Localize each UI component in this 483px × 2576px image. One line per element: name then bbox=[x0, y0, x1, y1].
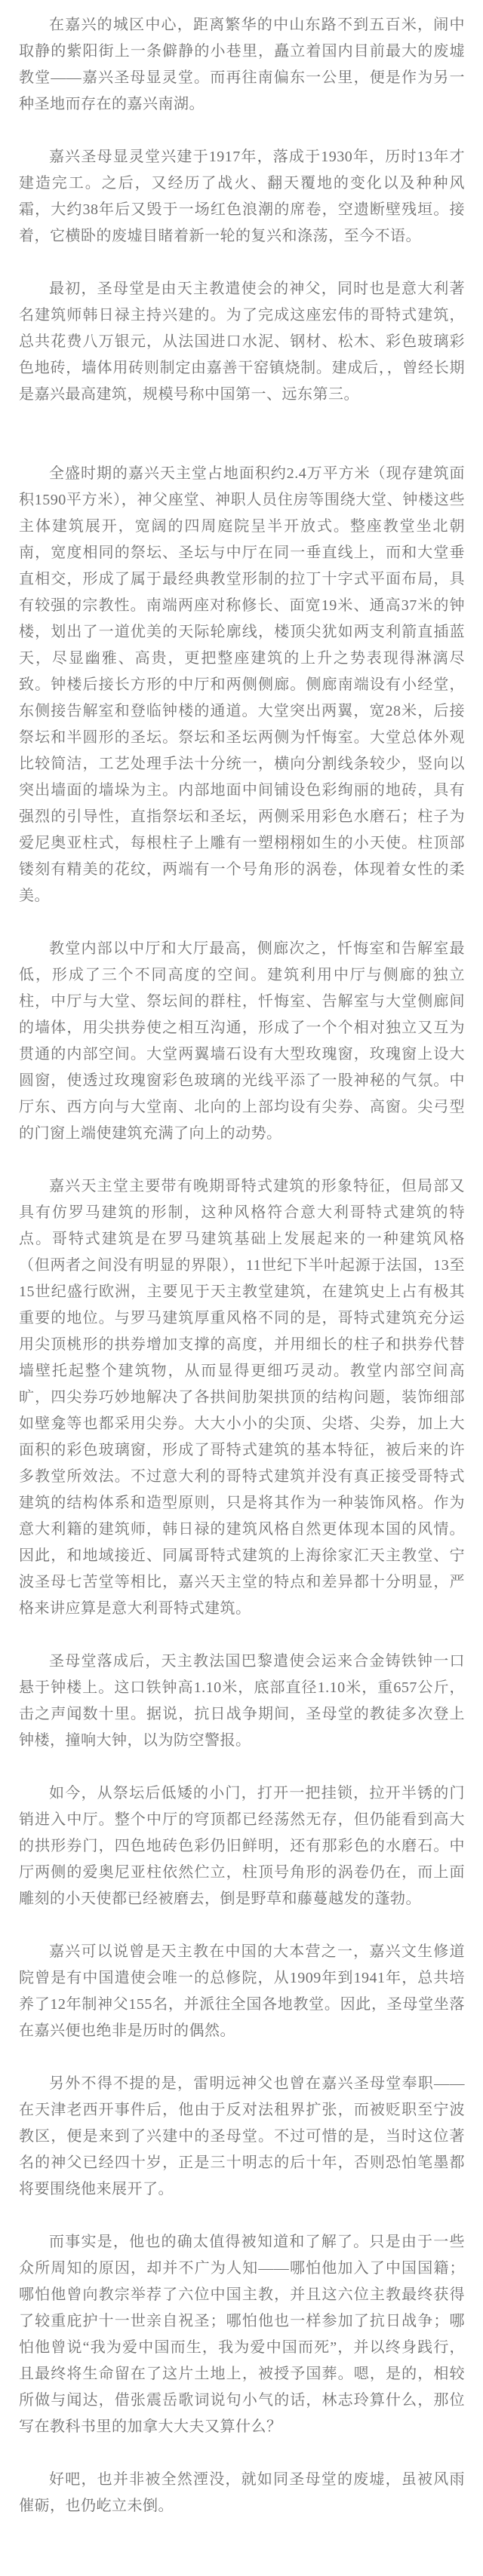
paragraph-gap bbox=[19, 434, 465, 461]
paragraph: 另外不得不提的是，雷明远神父也曾在嘉兴圣母堂奉职——在天津老西开事件后，他由于反对法租界扩张，而被贬职至宁波教区，便是来到了兴建中的圣母堂。不过可惜的是，当时这位著名的神父已经四十岁，正是三十明志的后十年，否则恐怕笔墨都将要围绕他来展开了。 bbox=[19, 2075, 465, 2197]
paragraph: 嘉兴圣母显灵堂兴建于1917年，落成于1930年，历时13年才建造完工。之后，又经历了战火、翻天覆地的变化以及种种风霜，大约38年后又毁于一场红色浪潮的席卷，空遗断壁残垣。接着，它横卧的废墟目睹着新一轮的复兴和涤荡，至今不语。 bbox=[19, 149, 465, 244]
paragraph: 而事实是，他也的确太值得被知道和了解了。只是由于一些众所周知的原因，却并不广为人知——哪怕他加入了中国国籍；哪怕他曾向教宗举荐了六位中国主教，并且这六位主教最终获得了较重庇护十一世亲自祝圣；哪怕他也一样参加了抗日战争；哪怕他曾说“我为爱中国而生，我为爱中国而死”，并以终身践行，且最终将生命留在了这片土地上，被授予国葬。嗯，是的，相较所做与闻达，借张震岳歌词说句小气的话，林志玲算什么，那位写在教科书里的加拿大大夫又算什么？ bbox=[19, 2234, 465, 2435]
paragraph: 最初，圣母堂是由天主教遣使会的神父，同时也是意大利著名建筑师韩日禄主持兴建的。为了完成这座宏伟的哥特式建筑，总共花费八万银元，从法国进口水泥、钢材、松木、彩色玻璃彩色地砖，墙体用砖则制定由嘉善干窑镇烧制。建成后，，曾经长期是嘉兴最高建筑，规模号称中国第一、远东第三。 bbox=[19, 281, 465, 403]
paragraph: 如今，从祭坛后低矮的小门，打开一把挂锁，拉开半锈的门销进入中厅。整个中厅的穹顶都已经荡然无存，但仍能看到高大的拱形券门，四色地砖色彩仍旧鲜明，还有那彩色的水磨石。中厅两侧的爱奥尼亚柱依然伫立，柱顶号角形的涡卷仍在，而上面雕刻的小天使都已经被磨去，倒是野草和藤蔓越发的蓬勃。 bbox=[19, 1785, 465, 1907]
document-body bbox=[19, 12, 465, 2519]
paragraph: 好吧，也并非被全然湮没，就如同圣母堂的废墟，虽被风雨催砺，也仍屹立未倒。 bbox=[19, 2471, 465, 2514]
paragraph: 圣母堂落成后，天主教法国巴黎遣使会运来合金铸铁钟一口悬于钟楼上。这口铁钟高1.10米，底部直径1.10米，重657公斤，击之声闻数十里。据说，抗日战争期间，圣母堂的教徒多次登上钟楼，撞响大钟，以为防空警报。 bbox=[19, 1653, 465, 1749]
paragraph: 在嘉兴的城区中心，距离繁华的中山东路不到五百米，闹中取静的紫阳街上一条僻静的小巷里，矗立着国内目前最大的废墟教堂——嘉兴圣母显灵堂。而再往南偏东一公里，便是作为另一种圣地而存在的嘉兴南湖。 bbox=[19, 17, 465, 112]
paragraph: 教堂内部以中厅和大厅最高，侧廊次之，忏悔室和告解室最低，形成了三个不同高度的空间。建筑利用中厅与侧廊的独立柱，中厅与大堂、祭坛间的群柱，忏悔室、告解室与大堂侧廊间的墙体，用尖拱券使之相互沟通，形成了一个个相对独立又互为贯通的内部空间。大堂两翼墙石设有大型玫瑰窗，玫瑰窗上设大圆窗，使透过玫瑰窗彩色玻璃的光线平添了一股神秘的气氛。中厅东、西方向与大堂南、北向的上部均设有尖券、高窗。尖弓型的门窗上端使建筑充满了向上的动势。 bbox=[19, 940, 465, 1142]
paragraph: 全盛时期的嘉兴天主堂占地面积约2.4万平方米（现存建筑面积1590平方米），神父座堂、神职人员住房等围绕大堂、钟楼这些主体建筑展开，宽阔的四周庭院呈半开放式。整座教堂坐北朝南，宽度相同的祭坛、圣坛与中厅在同一垂直线上，而和大堂垂直相交，形成了属于最经典教堂形制的拉丁十字式平面布局，具有较强的宗教性。南端两座对称修长、面宽19米、通高37米的钟楼，划出了一道优美的天际轮廓线，楼顶尖犹如两支利箭直插蓝天，尽显幽雅、高贵，更把整座建筑的上升之势表现得淋漓尽致。钟楼后接长方形的中厅和两侧侧廊。侧廊南端设有小经堂，东侧接告解室和登临钟楼的通道。大堂突出两翼，宽28米，后接祭坛和半圆形的圣坛。祭坛和圣坛两侧为忏悔室。大堂总体外观比较简洁，工艺处理手法十分统一，横向分割线条较少，竖向以突出墙面的墙垛为主。内部地面中间铺设色彩绚丽的地砖，具有强烈的引导性，直指祭坛和圣坛，两侧采用彩色水磨石；柱子为爱尼奥亚柱式，每根柱子上雕有一塑栩栩如生的小天使。柱顶部镂刻有精美的花纹，两端有一个号角形的涡卷，体现着女性的柔美。 bbox=[19, 465, 465, 904]
paragraph: 嘉兴天主堂主要带有晚期哥特式建筑的形象特征，但局部又具有仿罗马建筑的形制，这种风格符合意大利哥特式建筑的特点。哥特式建筑是在罗马建筑基础上发展起来的一种建筑风格（但两者之间没有明显的界限），11世纪下半叶起源于法国，13至15世纪盛行欧洲，主要见于天主教堂建筑，在建筑史上占有极其重要的地位。与罗马建筑厚重风格不同的是，哥特式建筑充分运用尖顶桃形的拱券增加支撑的高度，并用细长的柱子和拱券代替墙壁托起整个建筑物，从而显得更细巧灵动。教堂内部空间高旷，四尖券巧妙地解决了各拱间肋架拱顶的结构问题，装饰细部如壁龛等也都采用尖券。大大小小的尖顶、尖塔、尖券，加上大面积的彩色玻璃窗，形成了哥特式建筑的基本特征，被后来的许多教堂所效法。不过意大利的哥特式建筑并没有真正接受哥特式建筑的结构体系和造型原则，只是将其作为一种装饰风格。作为意大利籍的建筑师，韩日禄的建筑风格自然更体现本国的风情。因此，和地域接近、同属哥特式建筑的上海徐家汇天主教堂、宁波圣母七苦堂等相比，嘉兴天主堂的特点和差异都十分明显，严格来讲应算是意大利哥特式建筑。 bbox=[19, 1178, 465, 1617]
paragraph: 嘉兴可以说曾是天主教在中国的大本营之一，嘉兴文生修道院曾是有中国遣使会唯一的总修院，从1909年到1941年，总共培养了12年制神父155名，并派往全国各地教堂。因此，圣母堂坐落在嘉兴便也绝非是历时的偶然。 bbox=[19, 1943, 465, 2039]
